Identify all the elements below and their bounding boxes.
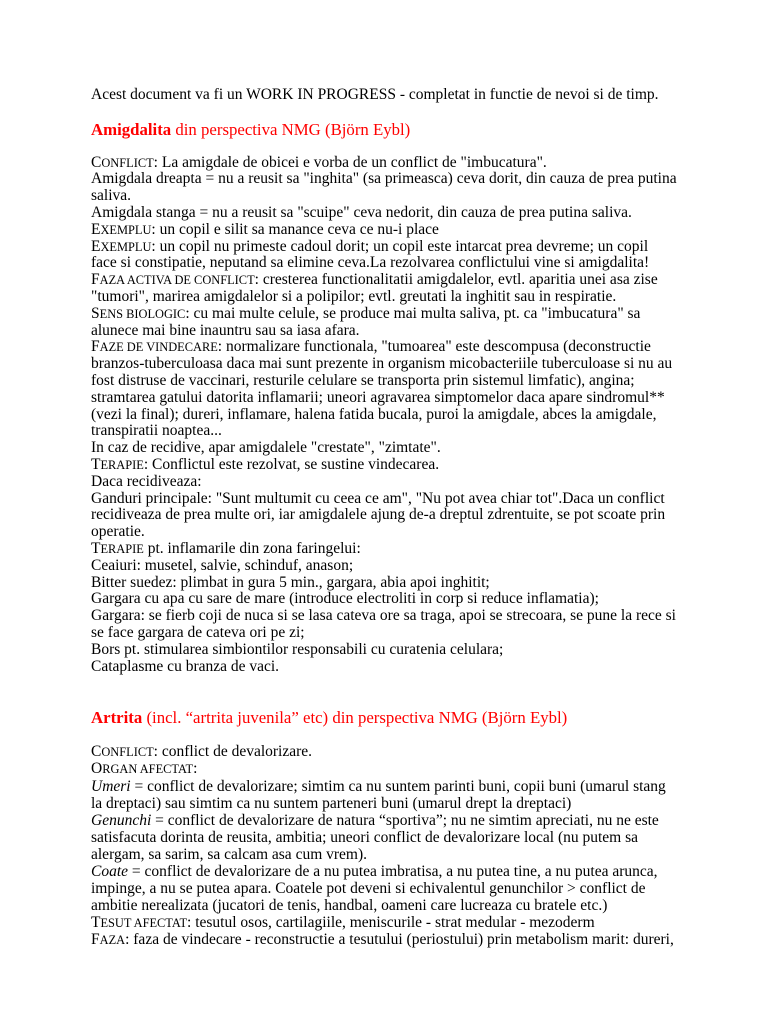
text-line: [91, 255, 691, 272]
line-text: pt. inflamarile din zona faringelui:: [143, 539, 361, 557]
field-label: CONFLICT: [91, 153, 154, 171]
field-label: TERAPIE: [91, 455, 144, 473]
field-label: FAZA ACTIVA DE CONFLICT: [91, 271, 255, 289]
intro-note: Acest document va fi un WORK IN PROGRESS - completat in functie de nevoi si de timp.: [91, 86, 659, 103]
line-text: (vezi la final); dureri, inflamare, halena fatida bucala, puroi la amigdale, abces la amigdale,: [91, 405, 657, 423]
line-text: fost distruse de vaccinari, resturile celulare se transporta prin sistemul limfatic), angina;: [91, 371, 635, 389]
line-text: Gargara: se fierb coji de nuca si se lasa cateva ore sa traga, apoi se strecoara, se pune la rece si: [91, 607, 676, 625]
organ-name: Umeri: [91, 777, 131, 795]
line-text: = conflict de devalorizare de natura “sportiva”; nu ne simtim apreciati, nu ne este: [151, 811, 659, 829]
line-text: : faza de vindecare - reconstructie a tesutului (periostului) prin metabolism marit: dureri,: [125, 931, 674, 949]
text-line: [91, 914, 691, 931]
line-text: alergam, sa sarim, sa calcam asa cum vrem).: [91, 845, 368, 863]
text-line: [91, 829, 691, 846]
line-text: alunece mai bine inauntru sau sa iasa afara.: [91, 321, 360, 339]
line-text: "tumori", marirea amigdalelor si a polipilor; evtl. greutati la inghitit sau in respiratie.: [91, 287, 617, 305]
line-text: Bors pt. stimularea simbiontilor responsabili cu curatenia celulara;: [91, 640, 504, 658]
text-line: [91, 558, 691, 575]
line-text: Gargara cu apa cu sare de mare (introduce electroliti in corp si reduce inflamatia);: [91, 590, 599, 608]
text-line: [91, 625, 691, 642]
line-text: :: [193, 760, 198, 778]
text-line: [91, 760, 691, 777]
text-line: [91, 155, 691, 172]
line-text: = conflict de devalorizare de a nu putea imbratisa, a nu putea tine, a nu putea arunca,: [128, 863, 658, 881]
line-text: operatie.: [91, 523, 145, 541]
line-text: : cu mai multe celule, se produce mai multa saliva, pt. ca "imbucatura" sa: [185, 304, 641, 322]
line-text: Bitter suedez: plimbat in gura 5 min., gargara, abia apoi inghitit;: [91, 573, 490, 591]
organ-name: Coate: [91, 863, 129, 881]
text-line: [91, 524, 691, 541]
line-text: Amigdala stanga = nu a reusit sa "scuipe" ceva nedorit, din cauza de prea putina saliva.: [91, 203, 632, 221]
text-line: [91, 440, 691, 457]
line-text: : un copil nu primeste cadoul dorit; un copil este intarcat prea devreme; un copil: [151, 237, 649, 255]
text-line: [91, 457, 691, 474]
text-line: [91, 659, 691, 676]
text-line: [91, 575, 691, 592]
line-text: : Conflictul este rezolvat, se sustine vindecarea.: [143, 455, 440, 473]
text-line: [91, 507, 691, 524]
line-text: branzos-tuberculoasa daca mai sunt prezente in organism micobacteriile tuberculoase si nu au: [91, 355, 673, 373]
section-heading-artrita: [91, 708, 567, 728]
text-line: [91, 897, 691, 914]
field-label: SENS BIOLOGIC: [91, 304, 186, 322]
field-label: EXEMPLU: [91, 220, 152, 238]
text-line: [91, 373, 691, 390]
text-line: [91, 541, 691, 558]
heading-subtitle: din perspectiva NMG (Björn Eybl): [171, 120, 411, 139]
text-line: [91, 272, 691, 289]
text-line: [91, 188, 691, 205]
text-line: [91, 289, 691, 306]
text-line: [91, 423, 691, 440]
text-line: [91, 323, 691, 340]
text-line: [91, 812, 691, 829]
text-line: [91, 863, 691, 880]
text-line: [91, 306, 691, 323]
section-heading-amigdalita: [91, 120, 410, 140]
line-text: se face gargara de cateva ori pe zi;: [91, 623, 305, 641]
text-line: [91, 931, 691, 948]
line-text: transpiratii noaptea...: [91, 422, 222, 440]
line-text: Cataplasme cu branza de vaci.: [91, 657, 280, 675]
section-body-amigdalita: [91, 155, 691, 676]
line-text: la dreptaci) sau simtim ca nu suntem parteneri buni (umarul drept la dreptaci): [91, 794, 572, 812]
field-label: EXEMPLU: [91, 237, 152, 255]
section-body-artrita: [91, 743, 691, 948]
line-text: stramtarea gatului datorita inflamarii; uneori agravarea simptomelor daca apare sindromul**: [91, 388, 665, 406]
line-text: Amigdala dreapta = nu a reusit sa "inghita" (sa primeasca) ceva dorit, din cauza de prea putina: [91, 170, 677, 188]
field-label: TERAPIE: [91, 539, 144, 557]
line-text: Daca recidiveaza:: [91, 472, 202, 490]
heading-keyword: Amigdalita: [91, 120, 172, 139]
line-text: saliva.: [91, 187, 132, 205]
text-line: [91, 778, 691, 795]
line-text: impinge, a nu se putea apara. Coatele pot deveni si echivalentul genunchilor > conflict de: [91, 880, 646, 898]
line-text: recidiveaza de prea multe ori, iar amigdalele ajung de-a dreptul zdrentuite, se pot scoate prin: [91, 506, 666, 524]
text-line: [91, 846, 691, 863]
text-line: [91, 743, 691, 760]
text-line: [91, 795, 691, 812]
text-line: [91, 608, 691, 625]
heading-keyword: Artrita: [91, 708, 143, 727]
text-line: [91, 171, 691, 188]
line-text: Ganduri principale: "Sunt multumit cu ceea ce am", "Nu pot avea chiar tot".Daca un conflict: [91, 489, 665, 507]
field-label: CONFLICT: [91, 743, 154, 761]
field-label: FAZE DE VINDECARE: [91, 338, 218, 356]
text-line: [91, 356, 691, 373]
organ-name: Genunchi: [91, 811, 152, 829]
text-line: [91, 390, 691, 407]
line-text: Ceaiuri: musetel, salvie, schinduf, anason;: [91, 556, 354, 574]
line-text: : un copil e silit sa manance ceva ce nu-i place: [151, 220, 439, 238]
text-line: [91, 474, 691, 491]
text-line: [91, 591, 691, 608]
text-line: [91, 491, 691, 508]
line-text: : normalizare functionala, "tumoarea" este descompusa (deconstructie: [217, 338, 651, 356]
line-text: ambitie nerealizata (jucatori de tenis, handbal, oameni care lucreaza cu bratele etc.): [91, 897, 608, 915]
line-text: = conflict de devalorizare; simtim ca nu suntem parinti buni, copii buni (umarul stang: [130, 777, 666, 795]
text-line: [91, 222, 691, 239]
line-text: : conflict de devalorizare.: [153, 743, 313, 761]
line-text: face si constipatie, neputand sa elimine ceva.La rezolvarea conflictului vine si amigdalita!: [91, 254, 650, 272]
line-text: : tesutul osos, cartilagiile, meniscurile - strat medular - mezoderm: [187, 914, 595, 932]
line-text: In caz de recidive, apar amigdalele "crestate", "zimtate".: [91, 439, 441, 457]
line-text: : La amigdale de obicei e vorba de un conflict de "imbucatura".: [153, 153, 547, 171]
text-line: [91, 339, 691, 356]
field-label: FAZA: [91, 931, 126, 949]
line-text: : cresterea functionalitatii amigdalelor, evtl. aparitia unei asa zise: [254, 271, 658, 289]
text-line: [91, 407, 691, 424]
text-line: [91, 239, 691, 256]
text-line: [91, 205, 691, 222]
heading-subtitle: (incl. “artrita juvenila” etc) din perspectiva NMG (Björn Eybl): [142, 708, 568, 727]
field-label: TESUT AFECTAT: [91, 914, 188, 932]
text-line: [91, 880, 691, 897]
text-line: [91, 642, 691, 659]
line-text: satisfacuta dorinta de reusita, ambitia; uneori conflict de devalorizare local (nu putem sa: [91, 828, 639, 846]
field-label: ORGAN AFECTAT: [91, 760, 194, 778]
